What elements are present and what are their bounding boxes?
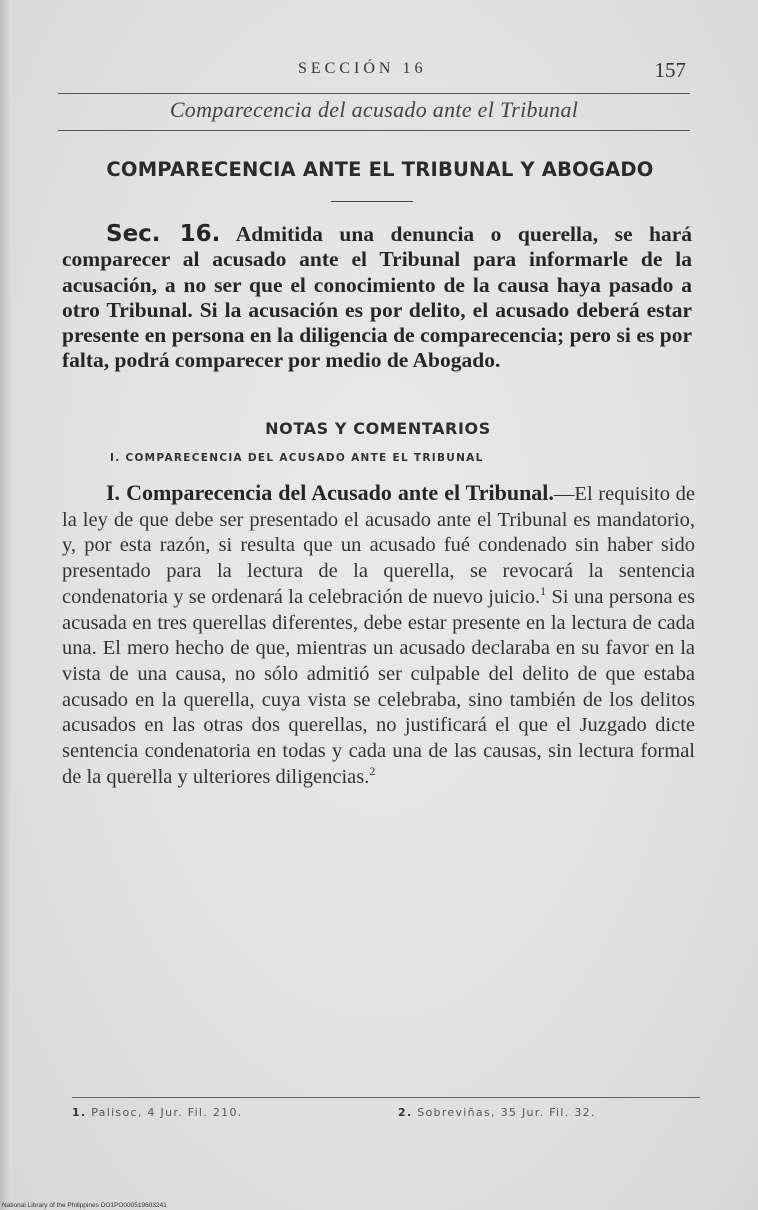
chapter-heading: COMPARECENCIA ANTE EL TRIBUNAL Y ABOGADO <box>106 158 654 181</box>
notes-index-entry: I. COMPARECENCIA DEL ACUSADO ANTE EL TRIBUNAL <box>110 452 484 464</box>
commentary-paragraph <box>62 480 695 790</box>
section-number-label: Sec. 16. <box>106 221 221 247</box>
page-gutter-shadow <box>0 0 12 1210</box>
footnote-ref-2: 2 <box>369 763 376 778</box>
footnote-text: Palisoc, 4 Jur. Fil. 210. <box>91 1106 243 1119</box>
scan-credit: National Library of the Philippines DO1PO000519603241 <box>2 1202 167 1209</box>
section-paragraph <box>62 222 692 374</box>
heading-divider <box>331 201 413 202</box>
header-rule-top <box>58 93 690 94</box>
commentary-text-1: —El requisito de la ley de que debe ser presentado el acusado ante el Tribunal es mandatorio, y, por esta razón, si resulta que un acusado fué condenado sin haber sido presentado para la lectura de la querella, se revocará la sentencia condenatoria y se ordenará la celebración de nuevo juicio. <box>62 483 695 608</box>
section-body-text: Admitida una denuncia o querella, se hará comparecer al acusado ante el Tribunal para informarle de la acusación, a no ser que el conocimiento de la causa haya pasado a otro Tribunal. Si la acusación es por delito, el acusado deberá estar presente en persona en la diligencia de comparecencia; pero si es por falta, podrá comparecer por medio de Abogado. <box>62 222 692 373</box>
footnote-text: Sobreviñas, 35 Jur. Fil. 32. <box>417 1106 596 1119</box>
page-number: 157 <box>654 58 686 82</box>
footnote-1 <box>72 1106 243 1119</box>
footnote-number: 2. <box>398 1106 413 1119</box>
notes-heading: NOTAS Y COMENTARIOS <box>265 419 491 438</box>
footnote-ref-1: 1 <box>540 583 547 598</box>
header-rule-bottom <box>58 130 690 131</box>
section-label: SECCIÓN 16 <box>298 60 427 77</box>
commentary-lead: I. Comparecencia del Acusado ante el Tribunal. <box>106 480 554 505</box>
commentary-text-2: Si una persona es acusada en tres querellas diferentes, debe estar presente en la lectura de cada una. El mero hecho de que, mientras un acusado declaraba en su favor en la vista de una causa, no sólo admitió ser culpable del delito de que estaba acusado en la querella, cuya vista se celebraba, sino también de los delitos acusados en las otras dos querellas, no justificará el que el Juzgado dicte sentencia condenatoria en todas y cada una de las causas, sin lectura formal de la querella y ulteriores diligencias. <box>62 585 696 788</box>
footnote-2 <box>398 1106 596 1119</box>
running-subtitle: Comparecencia del acusado ante el Tribunal <box>169 97 579 122</box>
running-head <box>58 58 690 88</box>
footnote-number: 1. <box>72 1106 87 1119</box>
footnotes-rule <box>72 1097 700 1098</box>
footnotes <box>72 1100 702 1130</box>
